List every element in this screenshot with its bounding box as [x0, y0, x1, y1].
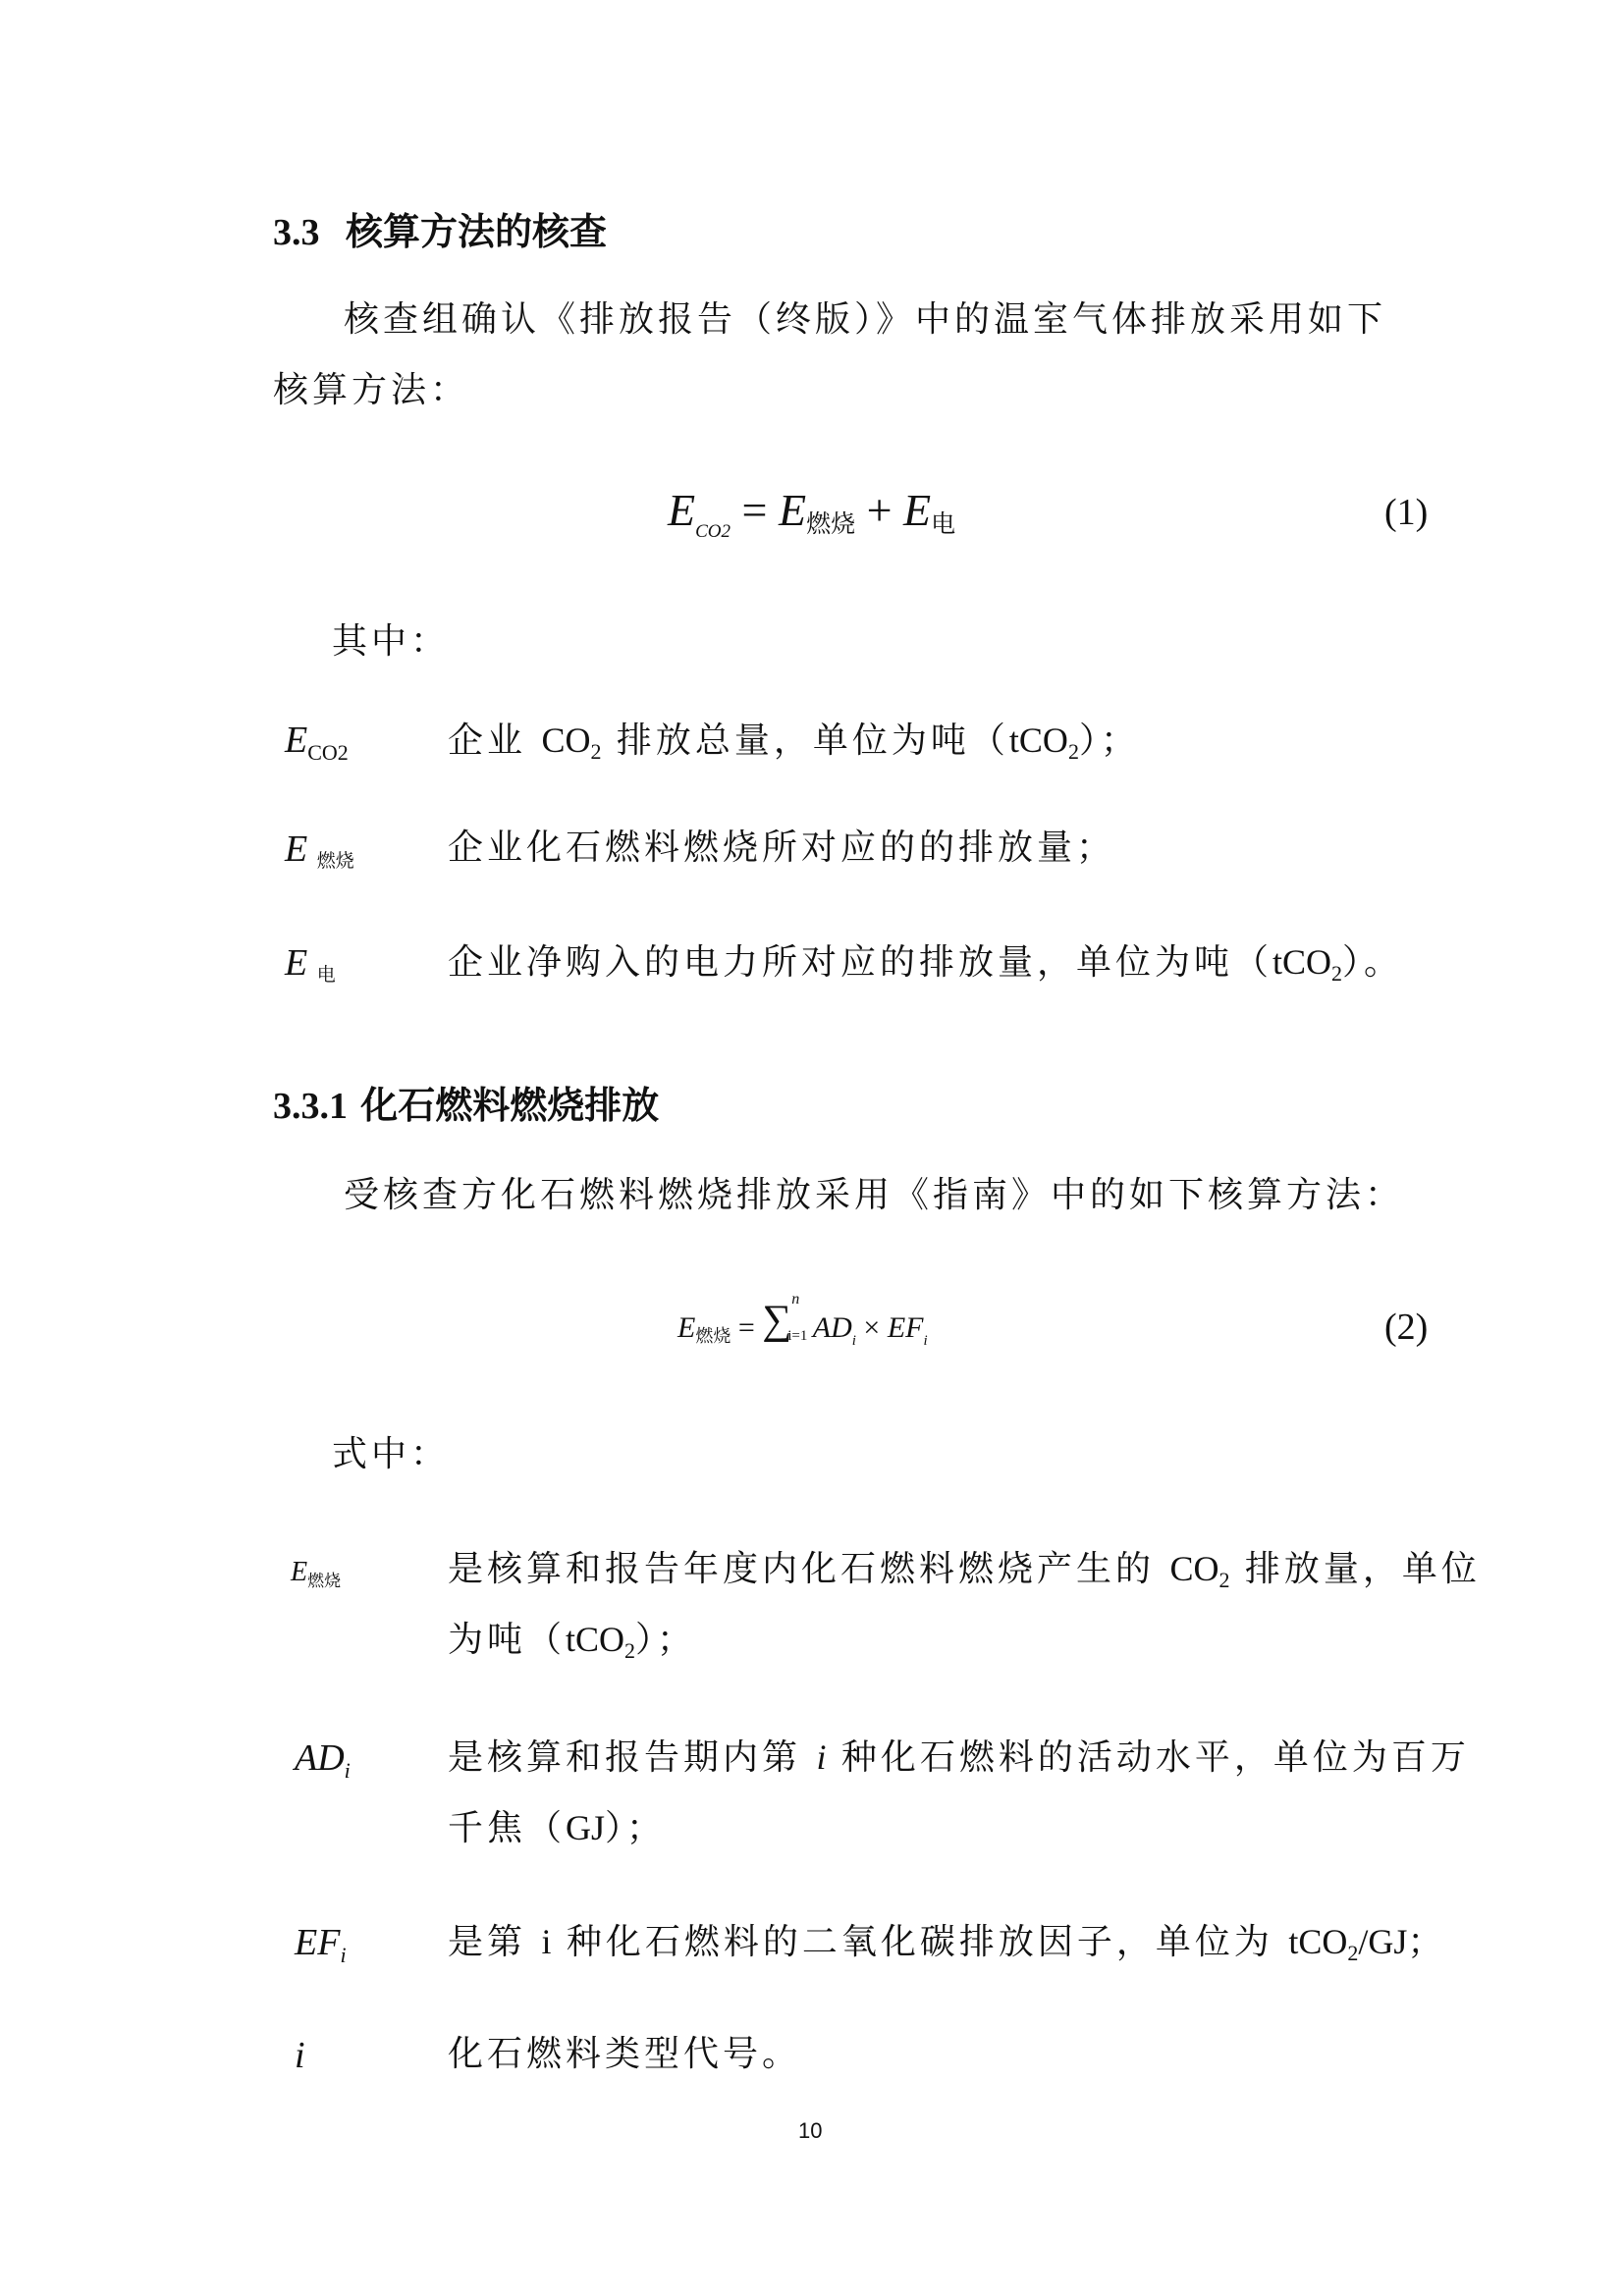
def2-symbol-adi: $AD_i$ [295, 1737, 351, 1783]
def2-text-eburn-line1: 是核算和报告年度内化石燃料燃烧产生的 CO2 排放量，单位 [448, 1549, 1481, 1592]
def1-text-eco2: 企业 CO2 排放总量，单位为吨（tCO2）； [448, 721, 1140, 764]
def2-symbol-efi: $EF_i$ [295, 1922, 347, 1967]
formula1-number: (1) [1384, 492, 1429, 533]
subsection-intro: 受核查方化石燃料燃烧排放采用《指南》中的如下核算方法： [344, 1175, 1405, 1215]
subsection-number: 3.3.1 [273, 1086, 348, 1127]
formula1-equals: = [741, 485, 768, 535]
section-number: 3.3 [273, 212, 320, 253]
formula2-ad-sub: i [851, 1333, 856, 1349]
formula2-lhs-sub: 燃烧 [695, 1326, 731, 1347]
def2-text-adi-line2: 千焦（GJ）； [448, 1808, 667, 1848]
formula1-lhs: E [668, 485, 696, 535]
formula1-term2: E [903, 485, 932, 535]
section-title: 核算方法的核查 [345, 209, 607, 253]
sum-lower: i=1 [787, 1328, 808, 1344]
section-heading [273, 201, 607, 255]
def2-text-i: 化石燃料类型代号。 [448, 2034, 802, 2074]
formula2-ef-sub: i [923, 1333, 928, 1349]
sum-sigma: ∑ [762, 1298, 792, 1343]
formula1-term1: E [778, 485, 807, 535]
formula1-lhs-sub: CO2 [695, 521, 731, 542]
subsection-title: 化石燃料燃烧排放 [360, 1083, 660, 1127]
def1-text-eburn: 企业化石燃料燃烧所对应的的排放量； [448, 828, 1116, 868]
formula1-term2-sub: 电 [931, 509, 956, 538]
def1-symbol-eco2: $E_{CO2}$ [285, 720, 349, 765]
def2-text-efi: 是第 i 种化石燃料的二氧化碳排放因子，单位为 tCO2/GJ； [448, 1922, 1443, 1965]
def1-text-eelec: 企业净购入的电力所对应的排放量，单位为吨（tCO2）。 [448, 942, 1404, 986]
formula1-plus: + [866, 485, 893, 535]
formula2-number: (2) [1384, 1307, 1429, 1348]
where-label-2: 式中： [332, 1434, 451, 1474]
formula2-lhs: E [677, 1311, 696, 1344]
def2-symbol-eburn: $E_{燃烧}$ [291, 1557, 342, 1591]
formula1-term1-sub: 燃烧 [806, 509, 856, 538]
def1-symbol-eburn: E $_{燃烧}$ [285, 828, 354, 872]
def2-symbol-i: i [295, 2035, 305, 2076]
def1-symbol-eelec: E $_电$ [285, 942, 336, 986]
section-intro-line1: 核查组确认《排放报告（终版）》中的温室气体排放采用如下 [344, 299, 1387, 340]
formula-2 [677, 1291, 928, 1349]
formula2-ad: AD [812, 1311, 852, 1344]
def2-text-eburn-line2: 为吨（tCO2）； [448, 1620, 697, 1663]
where-label-1: 其中： [332, 621, 451, 662]
subsection-heading [273, 1075, 659, 1129]
formula2-sum [762, 1291, 808, 1345]
formula2-times: × [863, 1311, 881, 1344]
section-intro-line2: 核算方法： [273, 370, 470, 410]
sum-upper: n [791, 1291, 800, 1308]
formula2-ef: EF [887, 1311, 924, 1344]
formula-1 [668, 485, 956, 542]
formula2-equals: = [737, 1311, 755, 1344]
page-number: 10 [798, 2118, 823, 2143]
def2-text-adi-line1: 是核算和报告期内第 i 种化石燃料的活动水平，单位为百万 [448, 1737, 1470, 1778]
